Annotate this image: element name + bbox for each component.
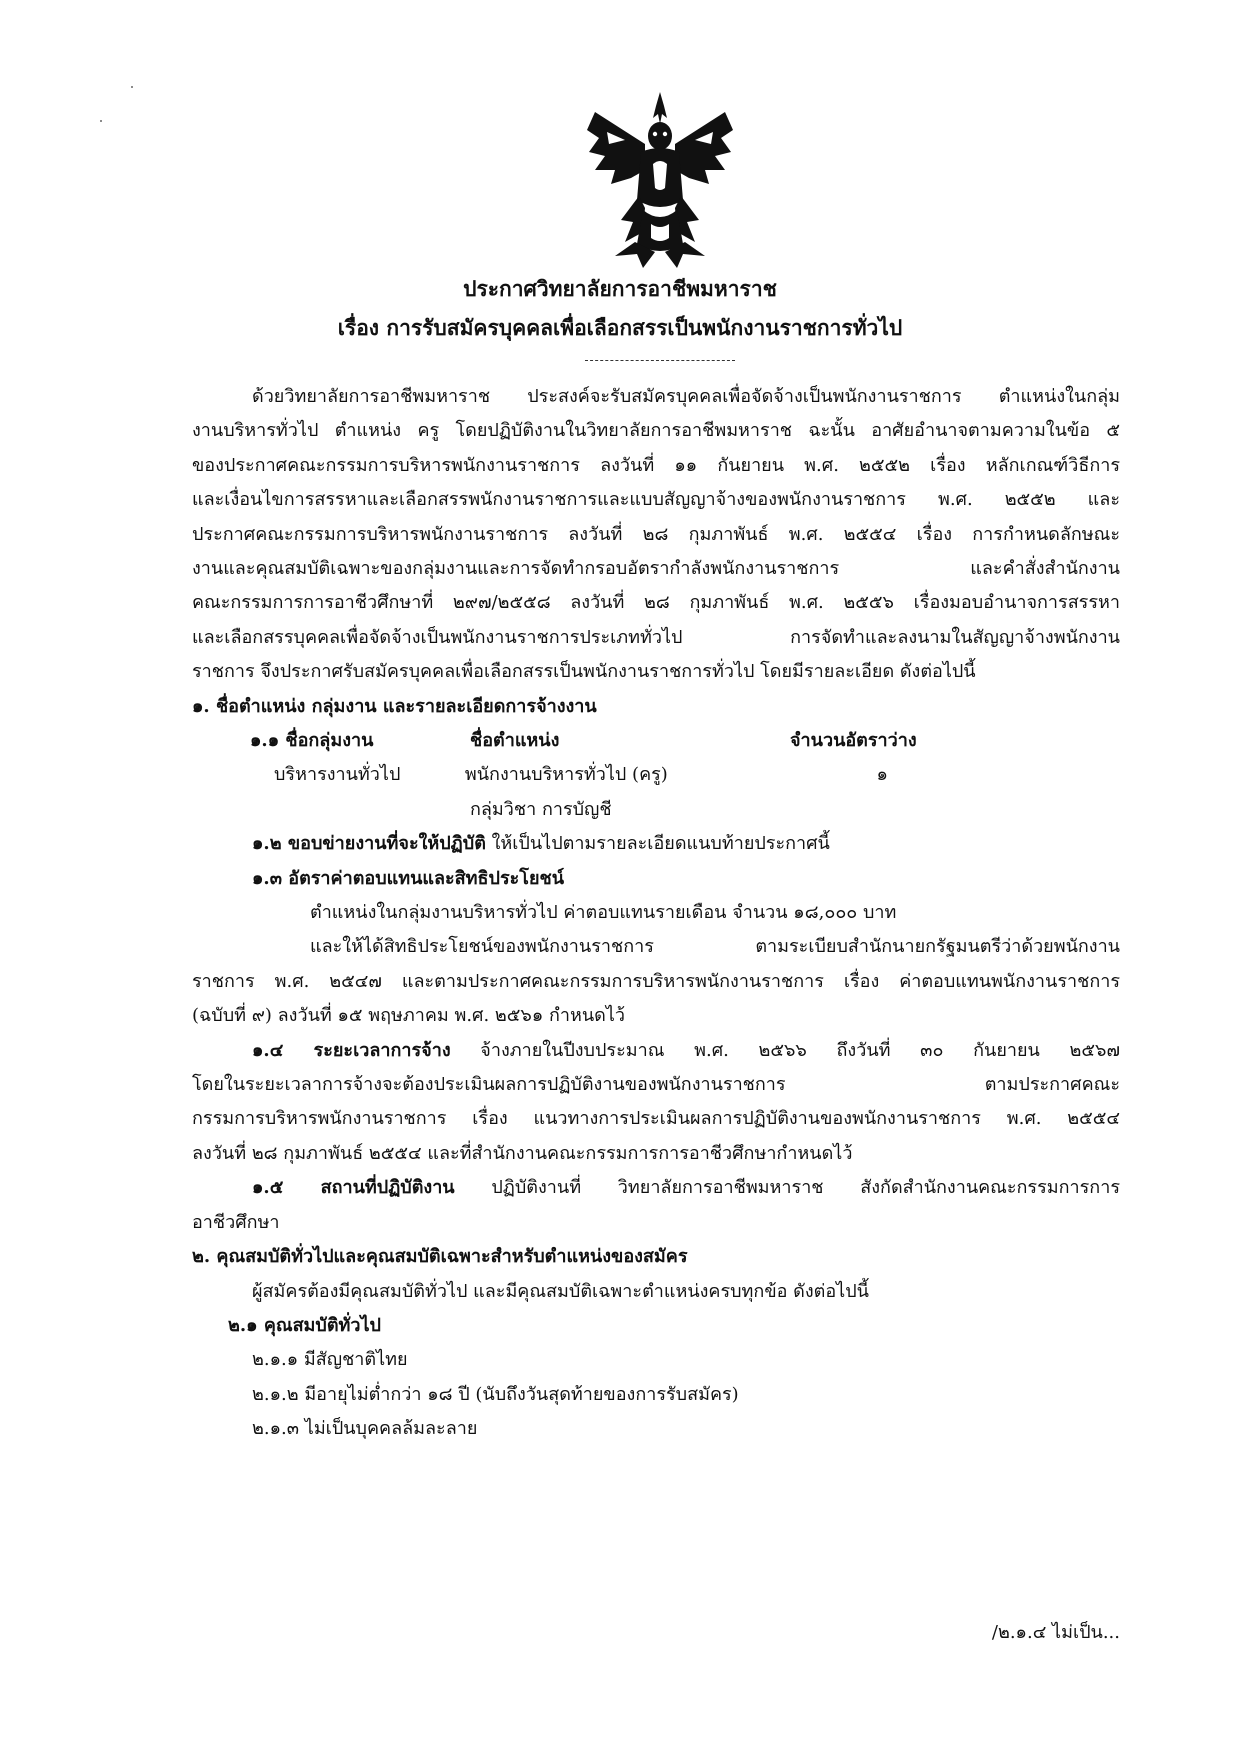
qualification-item: ๒.๑.๑ มีสัญชาติไทย <box>252 1349 408 1371</box>
section-1-4-text: จ้างภายในปีงบประมาณ พ.ศ. ๒๕๖๖ ถึงวันที่ ๓๐ กันยายน ๒๕๖๗ <box>450 1039 1120 1061</box>
vacancy-count: ๑ <box>876 764 888 786</box>
section-1-2-text: ให้เป็นไปตามรายละเอียดแนบท้ายประกาศนี้ <box>485 833 830 855</box>
section-1-2 <box>192 827 1120 861</box>
section-1-3-line: (ฉบับที่ ๙) ลงวันที่ ๑๕ พฤษภาคม พ.ศ. ๒๕๖๑ กำหนดไว้ <box>192 1005 626 1027</box>
section-1-5-text: ปฏิบัติงานที่ วิทยาลัยการอาชีพมหาราช สังกัดสำนักงานคณะกรรมการการ <box>454 1177 1120 1199</box>
intro-line: ของประกาศคณะกรรมการบริหารพนักงานราชการ ลงวันที่ ๑๑ กันยายน พ.ศ. ๒๕๕๒ เรื่อง หลักเกณฑ์วิธีการ <box>192 454 1120 476</box>
section-2-1-heading: ๒.๑ คุณสมบัติทั่วไป <box>228 1314 381 1336</box>
intro-line: และเลือกสรรบุคคลเพื่อจัดจ้างเป็นพนักงานราชการประเภททั่วไป การจัดทำและลงนามในสัญญาจ้างพนักงาน <box>192 626 1120 648</box>
intro-line: ราชการ จึงประกาศรับสมัครบุคคลเพื่อเลือกสรรเป็นพนักงานราชการทั่วไป โดยมีรายละเอียด ดังต่อไปนี้ <box>192 661 976 683</box>
scan-speck <box>100 120 102 122</box>
page-continuation: /๒.๑.๔ ไม่เป็น... <box>991 1622 1120 1643</box>
section-1-5-line: อาชีวศึกษา <box>192 1211 280 1233</box>
qualification-item: ๒.๑.๓ ไม่เป็นบุคคลล้มละลาย <box>252 1418 478 1440</box>
col-group-header: ๑.๑ ชื่อกลุ่มงาน <box>250 730 374 752</box>
section-1-4-line: ลงวันที่ ๒๘ กุมภาพันธ์ ๒๕๕๔ และที่สำนักงานคณะกรรมการการอาชีวศึกษากำหนดไว้ <box>192 1142 853 1164</box>
position-table-header <box>192 724 1120 758</box>
section-1-heading: ๑. ชื่อตำแหน่ง กลุ่มงาน และรายละเอียดการจ้างงาน <box>192 695 597 717</box>
intro-line: ประกาศคณะกรรมการบริหารพนักงานราชการ ลงวันที่ ๒๘ กุมภาพันธ์ พ.ศ. ๒๕๕๔ เรื่อง การกำหนดลักษณะ <box>192 523 1120 545</box>
document-body <box>192 380 1120 1447</box>
col-count-header: จำนวนอัตราว่าง <box>790 730 917 752</box>
section-1-4-label: ๑.๔ ระยะเวลาการจ้าง <box>252 1039 451 1061</box>
section-1-5-label: ๑.๕ สถานที่ปฏิบัติงาน <box>252 1177 455 1199</box>
subject-group: กลุ่มวิชา การบัญชี <box>470 798 612 820</box>
section-1-4-line: กรรมการบริหารพนักงานราชการ เรื่อง แนวทางการประเมินผลการปฏิบัติงานของพนักงานราชการ พ.ศ. ๒๕๕๔ <box>192 1108 1120 1130</box>
intro-line: คณะกรรมการการอาชีวศึกษาที่ ๒๙๗/๒๕๕๘ ลงวันที่ ๒๘ กุมภาพันธ์ พ.ศ. ๒๕๕๖ เรื่องมอบอำนาจการสรรหา <box>192 592 1120 614</box>
col-position-header: ชื่อตำแหน่ง <box>470 730 560 752</box>
section-1-3-line: ตำแหน่งในกลุ่มงานบริหารทั่วไป ค่าตอบแทนรายเดือน จำนวน ๑๘,๐๐๐ บาท <box>310 902 897 924</box>
position-name: พนักงานบริหารทั่วไป (ครู) <box>464 764 668 786</box>
section-2-intro: ผู้สมัครต้องมีคุณสมบัติทั่วไป และมีคุณสมบัติเฉพาะตำแหน่งครบทุกข้อ ดังต่อไปนี้ <box>252 1280 869 1302</box>
qualification-item: ๒.๑.๒ มีอายุไม่ต่ำกว่า ๑๘ ปี (นับถึงวันสุดท้ายของการรับสมัคร) <box>252 1383 739 1405</box>
garuda-emblem <box>585 92 735 272</box>
section-1-2-label: ๑.๒ ขอบข่ายงานที่จะให้ปฏิบัติ <box>252 833 486 855</box>
announcement-subject: เรื่อง การรับสมัครบุคคลเพื่อเลือกสรรเป็นพนักงานราชการทั่วไป <box>337 315 903 340</box>
announcement-title: ประกาศวิทยาลัยการอาชีพมหาราช <box>463 276 777 301</box>
scan-speck <box>131 86 133 88</box>
intro-line: และเงื่อนไขการสรรหาและเลือกสรรพนักงานราชการและแบบสัญญาจ้างของพนักงานราชการ พ.ศ. ๒๕๕๒ และ <box>192 489 1120 511</box>
section-1-3-line: และให้ได้สิทธิประโยชน์ของพนักงานราชการ ตามระเบียบสำนักนายกรัฐมนตรีว่าด้วยพนักงาน <box>310 936 1120 958</box>
section-1-3-line: ราชการ พ.ศ. ๒๕๔๗ และตามประกาศคณะกรรมการบริหารพนักงานราชการ เรื่อง ค่าตอบแทนพนักงานราชการ <box>192 970 1120 992</box>
position-table-row-subject <box>192 793 1120 827</box>
section-2-heading: ๒. คุณสมบัติทั่วไปและคุณสมบัติเฉพาะสำหรับตำแหน่งของสมัคร <box>192 1246 688 1268</box>
title-divider <box>585 360 735 361</box>
group-name: บริหารงานทั่วไป <box>274 764 401 786</box>
intro-line: ด้วยวิทยาลัยการอาชีพมหาราช ประสงค์จะรับสมัครบุคคลเพื่อจัดจ้างเป็นพนักงานราชการ ตำแหน่งในกลุ่ม <box>252 386 1120 407</box>
section-1-4 <box>192 1034 1120 1068</box>
intro-line: งานและคุณสมบัติเฉพาะของกลุ่มงานและการจัดทำกรอบอัตรากำลังพนักงานราชการ และคำสั่งสำนักงาน <box>192 558 1120 580</box>
position-table-row <box>192 758 1120 792</box>
section-1-4-line: โดยในระยะเวลาการจ้างจะต้องประเมินผลการปฏิบัติงานของพนักงานราชการ ตามประกาศคณะ <box>192 1074 1120 1096</box>
section-1-5 <box>192 1171 1120 1205</box>
intro-line: งานบริหารทั่วไป ตำแหน่ง ครู โดยปฏิบัติงานในวิทยาลัยการอาชีพมหาราช ฉะนั้น อาศัยอำนาจตามความในข้อ ๕ <box>192 420 1120 442</box>
section-1-3-heading: ๑.๓ อัตราค่าตอบแทนและสิทธิประโยชน์ <box>252 867 565 889</box>
